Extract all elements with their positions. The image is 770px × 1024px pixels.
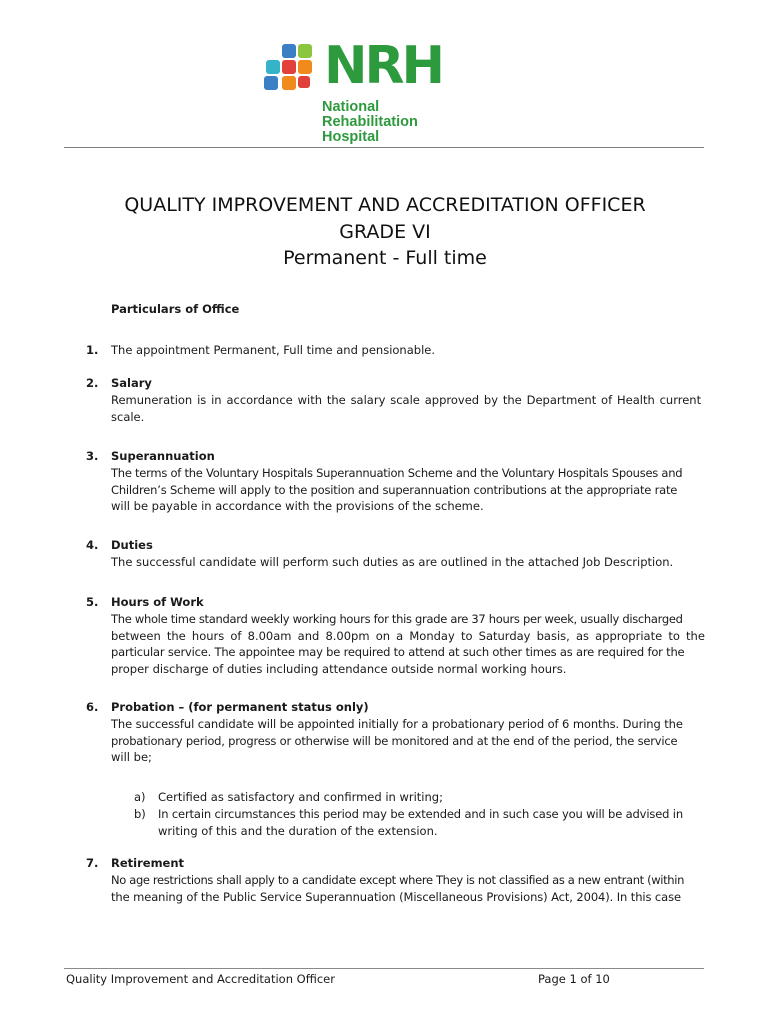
item-body: [111, 342, 703, 359]
item-text-line: Children’s Scheme will apply to the position and superannuation contributions at the appropriate rate: [111, 482, 678, 497]
title-line: GRADE VI: [339, 220, 431, 243]
item-text-line: between the hours of 8.00am and 8.00pm on a Monday to Saturday basis, as appropriate to the: [111, 628, 705, 643]
option-text: [158, 789, 703, 806]
item-number: 3.: [86, 449, 99, 463]
item-body: [111, 537, 703, 571]
item-number: 6.: [86, 700, 99, 714]
logo-name-line: National: [322, 99, 380, 115]
item-text-line: The terms of the Voluntary Hospitals Superannuation Scheme and the Voluntary Hospitals Spouses and: [111, 465, 683, 480]
title-line: Permanent - Full time: [283, 247, 487, 269]
item-number: 5.: [86, 595, 99, 609]
item-text-line: The successful candidate will be appointed initially for a probationary period of 6 months. During the: [111, 716, 683, 731]
item-body: [111, 448, 703, 515]
item-body: [111, 855, 703, 905]
item-text-line: No age restrictions shall apply to a candidate except where They is not classified as a new entrant (within: [111, 872, 685, 887]
item-text-line: The appointment Permanent, Full time and pensionable.: [111, 343, 435, 357]
item-text-line: The successful candidate will perform such duties as are outlined in the attached Job Description.: [111, 554, 674, 569]
item-heading: Probation – (for permanent status only): [111, 700, 369, 714]
logo-squares-icon: [262, 42, 320, 100]
item-body: [111, 699, 703, 766]
document-title: [0, 192, 770, 272]
item-heading: Superannuation: [111, 449, 215, 463]
logo-name-line: Rehabilitation: [322, 114, 418, 130]
nrh-logo: [262, 36, 452, 146]
item-body: [111, 594, 703, 678]
header-divider: [64, 147, 704, 148]
item-heading: Salary: [111, 376, 152, 390]
footer-page-number: Page 1 of 10: [538, 972, 610, 986]
item-body: [111, 375, 703, 425]
item-text-line: particular service. The appointee may be required to attend at such other times as are required for the: [111, 645, 685, 660]
item-text-line: The whole time standard weekly working hours for this grade are 37 hours per week, usually discharged: [111, 611, 683, 626]
item-number: 7.: [86, 856, 99, 870]
option-text-line: In certain circumstances this period may be extended and in such case you will be advised in: [158, 807, 683, 821]
item-text-line: scale.: [111, 409, 145, 424]
logo-name-line: Hospital: [322, 129, 380, 145]
logo-hospital-name: [322, 100, 418, 145]
item-number: 1.: [86, 343, 99, 357]
logo-letters: NRH: [324, 36, 443, 96]
item-number: 2.: [86, 376, 99, 390]
item-heading: Retirement: [111, 856, 185, 870]
item-text-line: proper discharge of duties including attendance outside normal working hours.: [111, 662, 567, 677]
footer-divider: [64, 968, 704, 969]
option-text: [158, 806, 703, 840]
item-number: 4.: [86, 538, 99, 552]
option-text-line: writing of this and the duration of the extension.: [158, 823, 438, 838]
particulars-heading: Particulars of Office: [111, 302, 240, 316]
option-letter: b): [134, 807, 146, 821]
option-letter: a): [134, 790, 146, 804]
item-text-line: probationary period, progress or otherwise will be monitored and at the end of the period, the service: [111, 733, 678, 748]
footer-document-title: Quality Improvement and Accreditation Officer: [66, 972, 335, 986]
item-text-line: the meaning of the Public Service Superannuation (Miscellaneous Provisions) Act, 2004). In this case: [111, 889, 681, 904]
item-text-line: will be payable in accordance with the provisions of the scheme.: [111, 499, 484, 514]
item-heading: Duties: [111, 538, 153, 552]
title-line: QUALITY IMPROVEMENT AND ACCREDITATION OFFICER: [124, 194, 646, 216]
option-text-line: Certified as satisfactory and confirmed in writing;: [158, 790, 443, 804]
item-heading: Hours of Work: [111, 595, 204, 609]
item-text-line: will be;: [111, 750, 152, 765]
item-text-line: Remuneration is in accordance with the salary scale approved by the Department of Health current: [111, 392, 702, 407]
